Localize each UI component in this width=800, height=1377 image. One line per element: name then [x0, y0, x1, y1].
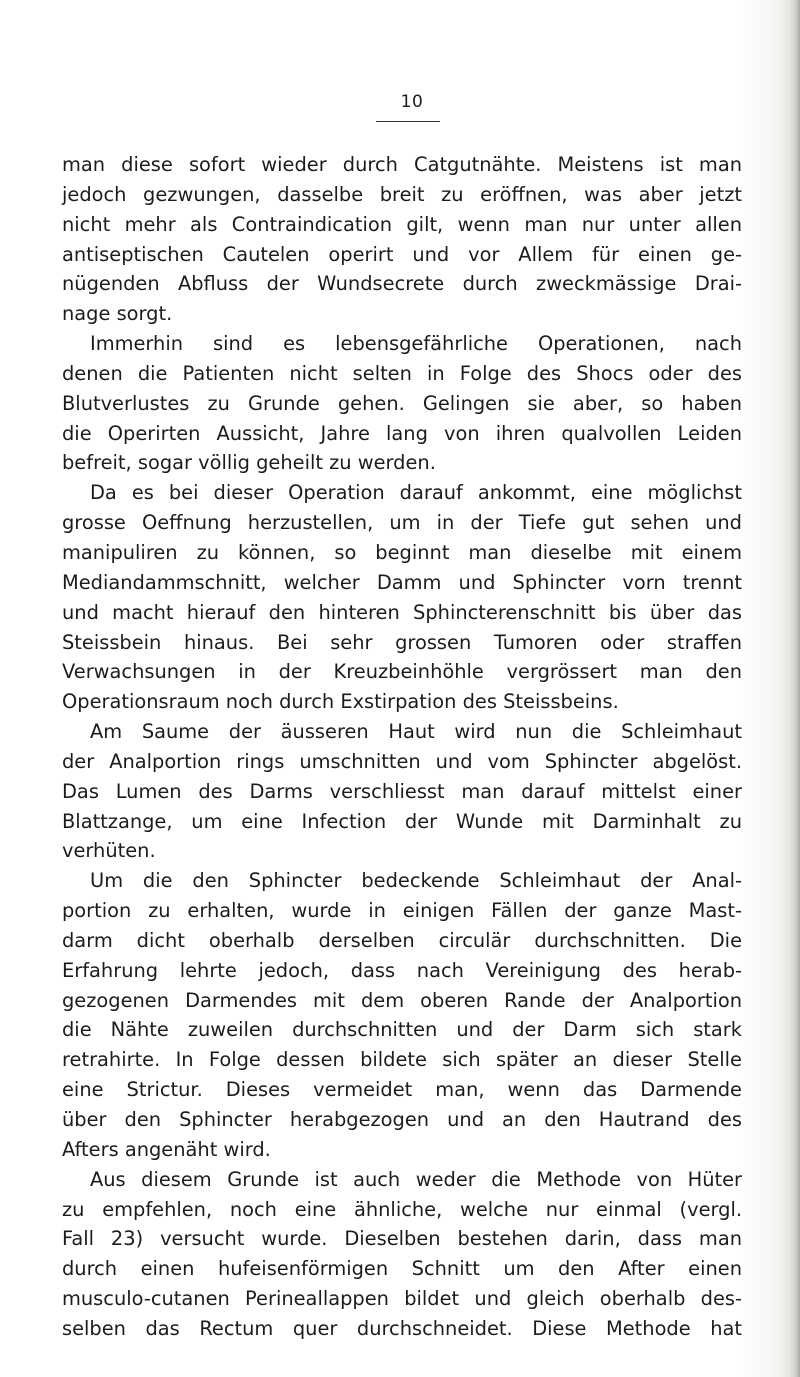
text-line: durch einen hufeisenförmigen Schnitt um den After einen	[62, 1257, 742, 1281]
text-line: zu empfehlen, noch eine ähnliche, welche nur einmal (vergl.	[62, 1197, 742, 1221]
text-line: musculo-cutanen Perineallappen bildet und gleich oberhalb des-	[62, 1287, 742, 1311]
text-line: Operationsraum noch durch Exstirpation des Steissbeins.	[62, 690, 619, 714]
text-line: Um die den Sphincter bedeckende Schleimhaut der Anal-	[90, 869, 742, 893]
text-line: Das Lumen des Darms verschliesst man darauf mittelst einer	[62, 779, 742, 803]
text-line: retrahirte. In Folge dessen bildete sich später an dieser Stelle	[62, 1048, 742, 1072]
text-line: Afters angenäht wird.	[62, 1137, 271, 1161]
text-line: Aus diesem Grunde ist auch weder die Methode von Hüter	[90, 1167, 742, 1191]
page-number-underline	[376, 121, 440, 122]
text-line: grosse Oeffnung herzustellen, um in der Tiefe gut sehen und	[62, 511, 742, 535]
text-line: Mediandammschnitt, welcher Damm und Sphincter vorn trennt	[62, 570, 742, 594]
text-line: antiseptischen Cautelen operirt und vor Allem für einen ge-	[62, 242, 742, 266]
text-line: über den Sphincter herabgezogen und an den Hautrand des	[62, 1108, 742, 1131]
text-line: die Nähte zuweilen durchschnitten und der Darm sich stark	[62, 1018, 742, 1042]
text-line: Blattzange, um eine Infection der Wunde mit Darminhalt zu	[62, 809, 742, 833]
text-line: die Operirten Aussicht, Jahre lang von ihren qualvollen Leiden	[62, 421, 742, 445]
text-line: darm dicht oberhalb derselben circulär durchschnitten. Die	[62, 928, 742, 952]
text-line: Verwachsungen in der Kreuzbeinhöhle vergrössert man den	[62, 660, 742, 684]
page-number: 10	[400, 92, 424, 112]
text-line: jedoch gezwungen, dasselbe breit zu eröffnen, was aber jetzt	[62, 182, 742, 206]
text-line: befreit, sogar völlig geheilt zu werden.	[62, 451, 436, 475]
text-line: selben das Rectum quer durchschneidet. Diese Methode hat	[62, 1316, 742, 1340]
text-line: gezogenen Darmendes mit dem oberen Rande der Analportion	[62, 988, 742, 1012]
text-line: Am Saume der äusseren Haut wird nun die Schleimhaut	[90, 720, 742, 744]
text-line: der Analportion rings umschnitten und vom Sphincter abgelöst.	[62, 749, 742, 773]
text-line: manipuliren zu können, so beginnt man dieselbe mit einem	[62, 540, 742, 564]
page-edge-shadow	[790, 0, 800, 1377]
text-line: verhüten.	[62, 839, 156, 863]
text-line: Erfahrung lehrte jedoch, dass nach Vereinigung des herab-	[62, 958, 742, 982]
text-line: nügenden Abfluss der Wundsecrete durch zweckmässige Drai-	[62, 272, 742, 296]
text-line: Immerhin sind es lebensgefährliche Operationen, nach	[90, 332, 742, 356]
text-line: nage sorgt.	[62, 302, 173, 326]
text-line: Blutverlustes zu Grunde gehen. Gelingen sie aber, so haben	[62, 391, 742, 415]
text-line: eine Strictur. Dieses vermeidet man, wenn das Darmende	[62, 1078, 742, 1102]
text-line: nicht mehr als Contraindication gilt, wenn man nur unter allen	[62, 212, 742, 236]
text-line: Steissbein hinaus. Bei sehr grossen Tumoren oder straffen	[62, 630, 742, 654]
text-line: denen die Patienten nicht selten in Folge des Shocs oder des	[62, 361, 742, 385]
body-text	[62, 150, 742, 1344]
text-line: man diese sofort wieder durch Catgutnähte. Meistens ist man	[62, 153, 742, 176]
text-line: und macht hierauf den hinteren Sphincterenschnitt bis über das	[62, 600, 742, 624]
text-line: Fall 23) versucht wurde. Dieselben bestehen darin, dass man	[62, 1227, 742, 1251]
text-line: Da es bei dieser Operation darauf ankommt, eine möglichst	[90, 481, 742, 505]
text-line: portion zu erhalten, wurde in einigen Fällen der ganze Mast-	[62, 899, 742, 923]
